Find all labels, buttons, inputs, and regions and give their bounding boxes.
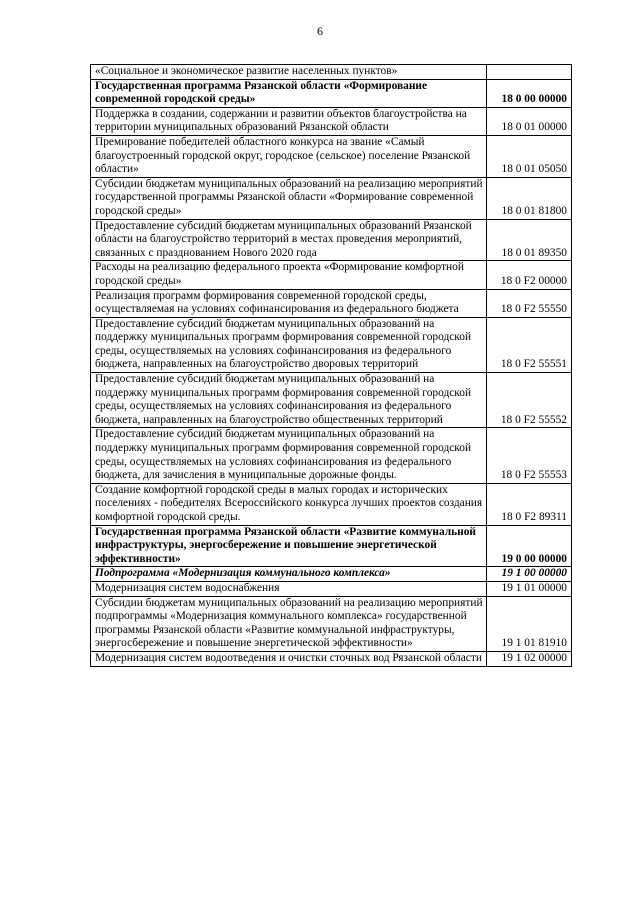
row-code <box>487 65 572 80</box>
table-row <box>91 651 572 666</box>
table-row <box>91 373 572 428</box>
row-code: 18 0 01 81800 <box>487 177 572 219</box>
row-description: Предоставление субсидий бюджетам муниципальных образований на поддержку муниципальных программ формирования современной городской среды, осуществляемых на условиях софинансирования из федерального бюджета, направленных на благоустройство общественных территорий <box>91 373 487 428</box>
row-description: Подпрограмма «Модернизация коммунального комплекса» <box>91 567 487 582</box>
row-description: Субсидии бюджетам муниципальных образований на реализацию мероприятий подпрограммы «Модернизация коммунального комплекса» государственной программы Рязанской области «Развитие коммунальной инфраструктуры, энергосбережение и повышение энергетической эффективности» <box>91 596 487 651</box>
row-code: 19 0 00 00000 <box>487 525 572 567</box>
row-description: Премирование победителей областного конкурса на звание «Самый благоустроенный городской округ, городское (сельское) поселение Рязанской области» <box>91 135 487 177</box>
table-row <box>91 483 572 525</box>
row-code: 18 0 F2 89311 <box>487 483 572 525</box>
row-description: Предоставление субсидий бюджетам муниципальных образований Рязанской области на благоустройство территорий в местах проведения мероприятий, связанных с празднованием Нового 2020 года <box>91 219 487 261</box>
budget-classification-table <box>90 64 572 667</box>
row-code: 19 1 01 00000 <box>487 581 572 596</box>
row-code: 18 0 F2 55550 <box>487 289 572 317</box>
row-description: Государственная программа Рязанской области «Развитие коммунальной инфраструктуры, энергосбережение и повышение энергетической эффективности» <box>91 525 487 567</box>
row-description: Предоставление субсидий бюджетам муниципальных образований на поддержку муниципальных программ формирования современной городской среды, осуществляемых на условиях софинансирования из федерального бюджета, направленных на благоустройство дворовых территорий <box>91 317 487 372</box>
row-code: 18 0 F2 55553 <box>487 428 572 483</box>
row-description: Модернизация систем водоснабжения <box>91 581 487 596</box>
row-description: Поддержка в создании, содержании и развитии объектов благоустройства на территории муниципальных образований Рязанской области <box>91 107 487 135</box>
table-row <box>91 428 572 483</box>
page-number: 6 <box>317 24 323 38</box>
row-code: 18 0 F2 00000 <box>487 261 572 289</box>
table-row <box>91 107 572 135</box>
row-code: 18 0 01 05050 <box>487 135 572 177</box>
table-row <box>91 525 572 567</box>
table-row <box>91 567 572 582</box>
row-code: 18 0 01 89350 <box>487 219 572 261</box>
table-row <box>91 317 572 372</box>
table-body <box>91 65 572 667</box>
table-row <box>91 596 572 651</box>
row-code: 19 1 01 81910 <box>487 596 572 651</box>
row-description: «Социальное и экономическое развитие населенных пунктов» <box>91 65 487 80</box>
row-description: Государственная программа Рязанской области «Формирование современной городской среды» <box>91 79 487 107</box>
row-description: Реализация программ формирования современной городской среды, осуществляемая на условиях софинансирования из федерального бюджета <box>91 289 487 317</box>
row-code: 19 1 00 00000 <box>487 567 572 582</box>
table-row <box>91 261 572 289</box>
row-description: Создание комфортной городской среды в малых городах и исторических поселениях - победителях Всероссийского конкурса лучших проектов создания комфортной городской среды. <box>91 483 487 525</box>
row-description: Модернизация систем водоотведения и очистки сточных вод Рязанской области <box>91 651 487 666</box>
row-code: 18 0 F2 55552 <box>487 373 572 428</box>
row-code: 18 0 01 00000 <box>487 107 572 135</box>
table-row <box>91 289 572 317</box>
row-description: Субсидии бюджетам муниципальных образований на реализацию мероприятий государственной программы Рязанской области «Формирование современной городской среды» <box>91 177 487 219</box>
row-code: 18 0 00 00000 <box>487 79 572 107</box>
row-code: 18 0 F2 55551 <box>487 317 572 372</box>
table-row <box>91 79 572 107</box>
table-row <box>91 177 572 219</box>
table-row <box>91 135 572 177</box>
table-row <box>91 581 572 596</box>
row-description: Предоставление субсидий бюджетам муниципальных образований на поддержку муниципальных программ формирования современной городской среды, осуществляемых на условиях софинансирования из федерального бюджета, для зачисления в муниципальные дорожные фонды. <box>91 428 487 483</box>
table-row <box>91 219 572 261</box>
table-row <box>91 65 572 80</box>
row-description: Расходы на реализацию федерального проекта «Формирование комфортной городской среды» <box>91 261 487 289</box>
row-code: 19 1 02 00000 <box>487 651 572 666</box>
